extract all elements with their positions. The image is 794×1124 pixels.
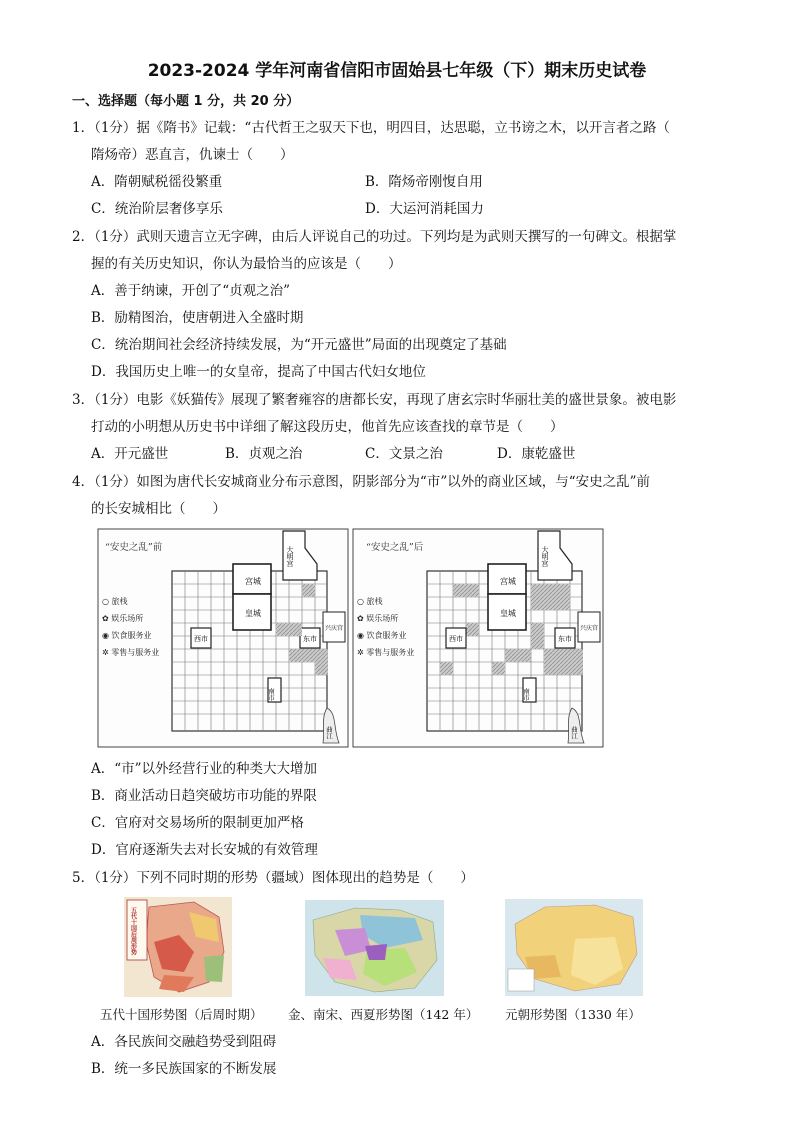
q2-option-c: C．统治期间社会经济持续发展，为“开元盛世”局面的出现奠定了基础 [91, 337, 507, 353]
daming-label-right: 大明宫 [541, 546, 549, 567]
q1-option-b: B．隋炀帝刚愎自用 [365, 174, 483, 190]
q2-stem-line1: 2．（1分）武则天遗言立无字碑，由后人评说自己的功过。下列均是为武则天撰写的一句碑文。根据掌 [72, 229, 677, 245]
q4-option-d: D．官府逐渐失去对长安城的有效管理 [91, 842, 318, 858]
changan-commerce-maps [97, 528, 604, 750]
q2-stem-line2: 握的有关历史知识，你认为最恰当的应该是（ ） [91, 256, 402, 272]
q5-option-b: B．统一多民族国家的不断发展 [91, 1061, 277, 1077]
q3-stem-line1: 3．（1分）电影《妖猫传》展现了繁奢雍容的唐都长安，再现了唐玄宗时华丽壮美的盛世景象。被电影 [72, 392, 677, 408]
nanshi-label-right: 南市 [522, 688, 530, 701]
q3-option-c: C．文景之治 [365, 446, 443, 462]
q4-option-a: A．“市”以外经营行业的种类大大增加 [91, 761, 318, 777]
map-left-title: “安史之乱”前 [105, 542, 163, 553]
q4-stem-line1: 4．（1分）如图为唐代长安城商业分布示意图，阴影部分为“市”以外的商业区域，与“安史之乱”前 [72, 474, 651, 490]
q1-option-c: C．统治阶层奢侈享乐 [91, 201, 223, 217]
q3-stem-line2: 打动的小明想从历史书中详细了解这段历史，他首先应该查找的章节是（ ） [91, 419, 564, 435]
daming-label-left: 大明宫 [286, 546, 294, 567]
q3-option-b: B．贞观之治 [225, 446, 303, 462]
xishi-label-left: 西市 [194, 635, 208, 643]
yuan-dynasty-map-image [505, 899, 643, 996]
nanshi-label-left: 南市 [267, 688, 275, 701]
q5-caption-2: 金、南宋、西夏形势图（142 年） [288, 1007, 479, 1022]
q5-caption-3: 元朝形势图（1330 年） [505, 1007, 641, 1022]
q4-option-c: C．官府对交易场所的限制更加严格 [91, 815, 304, 831]
q5-stem: 5．（1分）下列不同时期的形势（疆域）图体现出的趋势是（ ） [72, 870, 474, 886]
jin-song-xixia-map-image [305, 900, 444, 996]
map-after-rebellion [353, 529, 603, 747]
xingqing-label-right: 兴庆宫 [580, 625, 599, 632]
exam-title: 2023-2024 学年河南省信阳市固始县七年级（下）期末历史试卷 [147, 61, 647, 81]
q3-option-a: A．开元盛世 [91, 446, 169, 462]
gongcheng-label-right: 宫城 [500, 577, 516, 586]
legend-entertainment-right: ✿ 娱乐场所 [357, 614, 399, 623]
legend-food-right: ◉ 饮食服务业 [357, 631, 407, 640]
map-right-title: “安史之乱”后 [366, 542, 424, 553]
legend-retail-left: ✲ 零售与服务业 [102, 648, 160, 657]
q5-caption-1: 五代十国形势图（后周时期） [100, 1007, 263, 1022]
q5-option-a: A．各民族间交融趋势受到阻碍 [91, 1034, 277, 1050]
dongshi-label-right: 东市 [558, 635, 572, 643]
xingqing-label-left: 兴庆宫 [325, 625, 344, 632]
gongcheng-label-left: 宫城 [245, 577, 261, 586]
q2-option-d: D．我国历史上唯一的女皇帝，提高了中国古代妇女地位 [91, 364, 426, 380]
five-dynasties-map-text: 五代十国后周形势 [129, 907, 137, 955]
legend-retail-right: ✲ 零售与服务业 [357, 648, 415, 657]
legend-inn-right: ○ 旅栈 [357, 597, 383, 606]
five-dynasties-map-image [124, 897, 232, 997]
qujiang-label-left: 曲江 [325, 726, 333, 739]
huangcheng-label-right: 皇城 [500, 609, 516, 618]
q4-stem-line2: 的长安城相比（ ） [91, 501, 226, 517]
xishi-label-right: 西市 [449, 635, 463, 643]
qujiang-label-right: 曲江 [570, 726, 578, 739]
huangcheng-label-left: 皇城 [245, 609, 261, 618]
legend-food-left: ◉ 饮食服务业 [102, 631, 152, 640]
section-heading: 一、选择题（每小题 1 分，共 20 分） [72, 94, 300, 109]
map-before-rebellion [98, 529, 348, 747]
q1-option-a: A．隋朝赋税徭役繁重 [91, 174, 223, 190]
dongshi-label-left: 东市 [303, 635, 317, 643]
legend-entertainment-left: ✿ 娱乐场所 [102, 614, 144, 623]
q2-option-b: B．励精图治，使唐朝进入全盛时期 [91, 310, 304, 326]
q1-stem-line1: 1．（1分）据《隋书》记载：“古代哲王之驭天下也，明四目，达思聪，立书谤之木，以开言者之路（ [72, 120, 670, 136]
q1-option-d: D．大运河消耗国力 [365, 201, 484, 217]
q3-option-d: D．康乾盛世 [497, 446, 576, 462]
legend-inn-left: ○ 旅栈 [102, 597, 128, 606]
q2-option-a: A．善于纳谏，开创了“贞观之治” [91, 283, 291, 299]
q4-option-b: B．商业活动日趋突破坊市功能的界限 [91, 788, 317, 804]
q1-stem-line2: 隋炀帝）恶直言，仇谏士（ ） [91, 147, 294, 163]
